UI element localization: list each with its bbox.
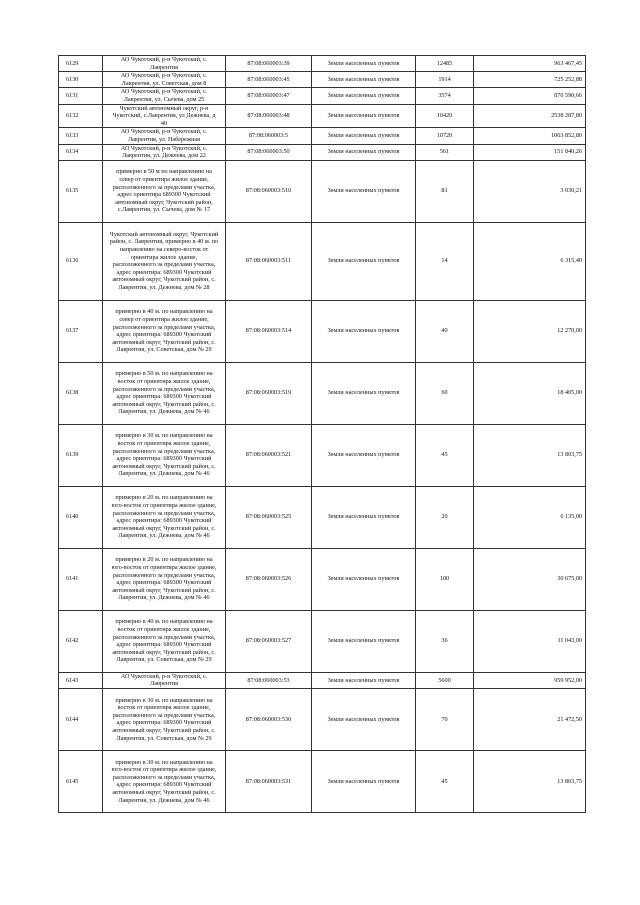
- row-cadastral-number: 87:08:060003:527: [226, 610, 312, 672]
- row-number: 6133: [59, 128, 103, 144]
- row-number: 6134: [59, 144, 103, 160]
- row-cadastral-value: 11 043,00: [474, 610, 586, 672]
- row-land-category: Земли населенных пунктов: [312, 104, 416, 128]
- row-number: 6138: [59, 362, 103, 424]
- row-cadastral-number: 87:08:060003:48: [226, 104, 312, 128]
- row-area: 81: [416, 160, 474, 222]
- table-row: [59, 750, 586, 812]
- row-cadastral-number: 87:08:060003:39: [226, 56, 312, 72]
- row-number: 6143: [59, 672, 103, 688]
- table-row: [59, 144, 586, 160]
- row-address: примерно в 20 м. по направлению на юго-восток от ориентира жилое здание, расположенного за пределами участка, адрес ориентира: 689300 Чукотский автономный округ, Чукотский район, с. Лаврентия, ул. Дежнева, дом № 46: [103, 486, 226, 548]
- row-address: АО Чукотский, р-н Чукотский, с. Лаврентия, ул. Советская, дом 8: [103, 72, 226, 88]
- row-address: примерно в 50 м. по направлению на восток от ориентира жилое здание, расположенного за пределами участка, адрес ориентира: 689300 Чукотский автономный округ, Чукотский район, с. Лаврентия, ул. Дежнева, дом № 46: [103, 362, 226, 424]
- row-land-category: Земли населенных пунктов: [312, 750, 416, 812]
- table-row: [59, 424, 586, 486]
- table-row: [59, 128, 586, 144]
- table-row: [59, 548, 586, 610]
- row-land-category: Земли населенных пунктов: [312, 72, 416, 88]
- row-address: примерно в 30 м. по направлению на восток от ориентира жилое здание, расположенного за пределами участка, адрес ориентира: 689300 Чукотский автономный округ, Чукотский район, с. Лаврентия, ул. Дежнева, дом № 46: [103, 424, 226, 486]
- row-cadastral-value: 18 405,00: [474, 362, 586, 424]
- row-cadastral-value: 1063 852,80: [474, 128, 586, 144]
- row-cadastral-number: 87:08:060003:531: [226, 750, 312, 812]
- table-row: [59, 362, 586, 424]
- row-land-category: Земли населенных пунктов: [312, 610, 416, 672]
- table-row: [59, 486, 586, 548]
- row-land-category: Земли населенных пунктов: [312, 88, 416, 104]
- row-cadastral-number: 87:08:060003:47: [226, 88, 312, 104]
- row-cadastral-value: 21 472,50: [474, 688, 586, 750]
- row-area: 12485: [416, 56, 474, 72]
- row-land-category: Земли населенных пунктов: [312, 160, 416, 222]
- row-address: Чукотский автономный округ, р-н Чукотский, с.Лаврентия, ул Дежнева, д 40: [103, 104, 226, 128]
- row-land-category: Земли населенных пунктов: [312, 56, 416, 72]
- row-cadastral-value: 13 803,75: [474, 424, 586, 486]
- row-number: 6136: [59, 222, 103, 300]
- table-row: [59, 56, 586, 72]
- row-land-category: Земли населенных пунктов: [312, 222, 416, 300]
- row-area: 1914: [416, 72, 474, 88]
- row-cadastral-value: 870 590,66: [474, 88, 586, 104]
- row-cadastral-number: 87:08:060003:526: [226, 548, 312, 610]
- row-cadastral-value: 959 952,00: [474, 672, 586, 688]
- row-cadastral-number: 87:08:060003:45: [226, 72, 312, 88]
- row-land-category: Земли населенных пунктов: [312, 362, 416, 424]
- row-cadastral-number: 87:08:060003:525: [226, 486, 312, 548]
- row-cadastral-number: 87:08:060003:530: [226, 688, 312, 750]
- row-land-category: Земли населенных пунктов: [312, 300, 416, 362]
- row-land-category: Земли населенных пунктов: [312, 424, 416, 486]
- row-cadastral-value: 2538 287,80: [474, 104, 586, 128]
- row-number: 6144: [59, 688, 103, 750]
- table-row: [59, 160, 586, 222]
- table-body: [59, 56, 586, 813]
- row-address: примерно в 40 м. по направлению на восток от ориентира жилое здание, расположенного за пределами участка, адрес ориентира: 689300 Чукотский автономный округ, Чукотский район, с. Лаврентия, ул. Советская, дом № 29: [103, 610, 226, 672]
- row-cadastral-number: 87:08:060003:5: [226, 128, 312, 144]
- table-row: [59, 688, 586, 750]
- row-cadastral-number: 87:08:060003:519: [226, 362, 312, 424]
- row-number: 6140: [59, 486, 103, 548]
- row-cadastral-number: 87:08:060003:521: [226, 424, 312, 486]
- table-row: [59, 610, 586, 672]
- row-number: 6131: [59, 88, 103, 104]
- row-number: 6137: [59, 300, 103, 362]
- row-area: 100: [416, 548, 474, 610]
- row-cadastral-value: 151 840,26: [474, 144, 586, 160]
- row-land-category: Земли населенных пунктов: [312, 548, 416, 610]
- row-area: 20: [416, 486, 474, 548]
- row-address: АО Чукотский, р-н Чукотский, с. Лаврентия: [103, 56, 226, 72]
- row-number: 6139: [59, 424, 103, 486]
- table-row: [59, 104, 586, 128]
- row-area: 45: [416, 424, 474, 486]
- row-cadastral-value: 6 315,40: [474, 222, 586, 300]
- row-area: 45: [416, 750, 474, 812]
- row-land-category: Земли населенных пунктов: [312, 486, 416, 548]
- row-cadastral-number: 87:08:060003:510: [226, 160, 312, 222]
- row-address: примерно в 40 м. по направлению на север от ориентира жилое здание, расположенного за пределами участка, адрес ориентира: 689300 Чукотский автономный округ, Чукотский район, с. Лаврентия, ул. Советская, дом № 29: [103, 300, 226, 362]
- row-land-category: Земли населенных пунктов: [312, 688, 416, 750]
- row-cadastral-value: 12 270,00: [474, 300, 586, 362]
- table-row: [59, 300, 586, 362]
- row-area: 561: [416, 144, 474, 160]
- row-number: 6135: [59, 160, 103, 222]
- row-address: примерно в 30 м. по направлению на восток от ориентира жилое здание, расположенного за пределами участка, адрес ориентира: 689300 Чукотский автономный округ, Чукотский район, с. Лаврентия, ул. Советская, дом № 29: [103, 688, 226, 750]
- row-cadastral-number: 87:08:060003:514: [226, 300, 312, 362]
- table-row: [59, 222, 586, 300]
- row-address: примерно в 20 м. по направлению на юго-восток от ориентира жилое здание, расположенного за пределами участка, адрес ориентира: 689300 Чукотский автономный округ, Чукотский район, с. Лаврентия, ул. Дежнева, дом № 46: [103, 548, 226, 610]
- row-land-category: Земли населенных пунктов: [312, 672, 416, 688]
- row-area: 36: [416, 610, 474, 672]
- row-address: Чукотский автономный округ, Чукотский район, с. Лаврентия, примерно в 40 м. по направлению на северо-восток от ориентира жилое здание, расположенного за пределами участка, адрес ориентира: 689300 Чукотский автономный округ, Чукотский район, с. Лаврентия, ул. Дежнева, дом № 28: [103, 222, 226, 300]
- row-address: примерно в 30 м. по направлению на юго-восток от ориентира жилое здание, расположенного за пределами участка, адрес ориентира: 689300 Чукотский автономный округ, Чукотский район, с. Лаврентия, ул. Дежнева, дом № 46: [103, 750, 226, 812]
- row-cadastral-value: 963 467,45: [474, 56, 586, 72]
- row-cadastral-value: 6 135,00: [474, 486, 586, 548]
- row-cadastral-value: 30 675,00: [474, 548, 586, 610]
- row-cadastral-value: 13 803,75: [474, 750, 586, 812]
- table-row: [59, 72, 586, 88]
- row-cadastral-value: 725 252,88: [474, 72, 586, 88]
- row-number: 6129: [59, 56, 103, 72]
- row-area: 10420: [416, 104, 474, 128]
- row-land-category: Земли населенных пунктов: [312, 128, 416, 144]
- row-number: 6142: [59, 610, 103, 672]
- row-area: 70: [416, 688, 474, 750]
- row-area: 5600: [416, 672, 474, 688]
- table-row: [59, 88, 586, 104]
- cadastral-table: [58, 55, 586, 813]
- row-address: АО Чукотский, р-н Чукотский, с. Лаврентия: [103, 672, 226, 688]
- row-area: 14: [416, 222, 474, 300]
- row-address: примерно в 50 м по направлению на север от ориентира жилое здание, расположенного за пределами участка, адрес ориентира 689300 Чукотский автономный округ, Чукотский район, с.Лаврентия, ул. Сычева, дом № 17: [103, 160, 226, 222]
- row-address: АО Чукотский, р-н Чукотский, с. Лаврентия, ул. Дежнева, дом 22: [103, 144, 226, 160]
- row-land-category: Земли населенных пунктов: [312, 144, 416, 160]
- row-address: АО Чукотский, р-н Чукотский, с. Лаврентия, ул. Сычева, дом 25: [103, 88, 226, 104]
- row-area: 40: [416, 300, 474, 362]
- row-area: 60: [416, 362, 474, 424]
- row-cadastral-number: 87:08:060003:50: [226, 144, 312, 160]
- row-number: 6130: [59, 72, 103, 88]
- row-cadastral-number: 87:08:060003:511: [226, 222, 312, 300]
- row-number: 6132: [59, 104, 103, 128]
- row-number: 6141: [59, 548, 103, 610]
- row-cadastral-number: 87:08:060003:53: [226, 672, 312, 688]
- row-cadastral-value: 3 030,21: [474, 160, 586, 222]
- row-address: АО Чукотский, р-н Чукотский, с. Лаврентия, ул. Набережная: [103, 128, 226, 144]
- row-area: 10720: [416, 128, 474, 144]
- table-row: [59, 672, 586, 688]
- row-area: 3574: [416, 88, 474, 104]
- row-number: 6145: [59, 750, 103, 812]
